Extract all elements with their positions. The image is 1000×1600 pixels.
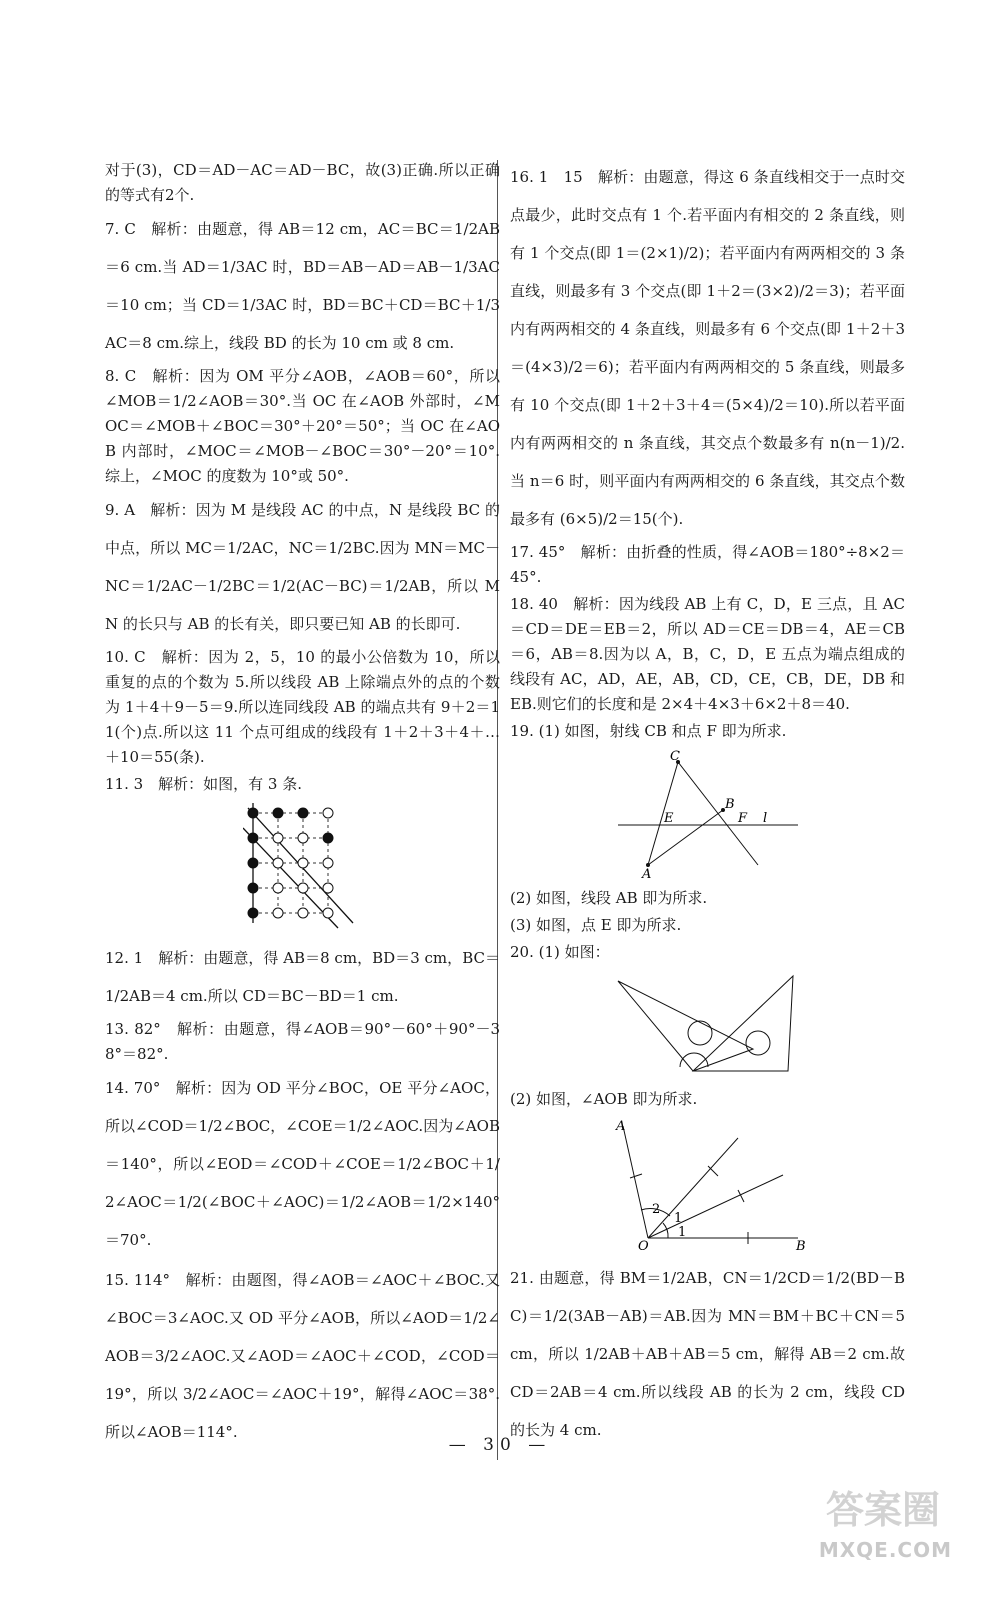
answer-paragraph: 7. C 解析：由题意，得 AB＝12 cm，AC＝BC＝1/2AB＝6 cm.当 AD＝1/3AC 时，BD＝AB－AD＝AB－1/3AC＝10 cm；当 CD＝1/3AC 时，BD＝BC＋CD＝BC＋1/3AC＝8 cm.综上，线段 BD 的长为 10 cm 或 8 cm. xyxy=(105,220,500,352)
arc-tick xyxy=(630,1174,642,1178)
hollow-point xyxy=(323,883,333,893)
bisector-ray xyxy=(648,1175,783,1238)
watermark-logo-text: 答案圈 xyxy=(825,1488,940,1532)
solid-point xyxy=(323,833,333,843)
hollow-point xyxy=(273,833,283,843)
answer-paragraph: 14. 70° 解析：因为 OD 平分∠BOC，OE 平分∠AOC，所以∠COD＝1/2∠BOC，∠COE＝1/2∠AOC.因为∠AOB＝140°，所以∠EOD＝∠COD＋∠COE＝1/2∠BOC＋1/2∠AOC＝1/2(∠BOC＋∠AOC)＝1/2∠AOB＝1/2×140°＝70°. xyxy=(105,1079,500,1249)
figure-triangle-rulers xyxy=(608,971,808,1081)
hollow-point xyxy=(298,833,308,843)
answer-paragraph: 18. 40 解析：因为线段 AB 上有 C，D，E 三点，且 AC＝CD＝DE＝EB＝2，所以 AD＝CE＝DB＝4，AE＝CB＝6，AB＝8.因为以 A，B，C，D，E 五点为端点组成的线段有 AC，AD，AE，AB，CD，CE，CB，DE，DB 和 EB.则它们的长度和是 2×4＋4×3＋6×2＋8＝40. xyxy=(510,595,905,713)
page-number: — 30 — xyxy=(448,1435,552,1455)
answer-paragraph: 10. C 解析：因为 2，5，10 的最小公倍数为 10，所以重复的点的个数为 5.所以线段 AB 上除端点外的点的个数为 1＋4＋9－5＝9.所以连同线段 AB 的端点共有 9＋2＝11(个)点.所以这 11 个点可组成的线段有 1＋2＋3＋4＋…＋10＝55(条). xyxy=(105,648,500,766)
solid-point xyxy=(273,808,283,818)
answer-paragraph: 21. 由题意，得 BM＝1/2AB，CN＝1/2CD＝1/2(BD－BC)＝1/2(3AB－AB)＝AB.因为 MN＝BM＋BC＋CN＝5 cm，所以 1/2AB＋AB＋AB＝5 cm，解得 AB＝2 cm.故 CD＝2AB＝4 cm.所以线段 AB 的长为 2 cm，线段 CD 的长为 4 cm. xyxy=(510,1269,905,1439)
label-angle-1: 1 xyxy=(673,1211,682,1226)
answer-paragraph: 15. 114° 解析：由题图，得∠AOB＝∠AOC＋∠BOC.又∠BOC＝3∠AOC.又 OD 平分∠AOB，所以∠AOD＝1/2∠AOB＝3/2∠AOC.又∠AOD＝∠AOC＋∠COD，∠COD＝19°，所以 3/2∠AOC＝∠AOC＋19°，解得∠AOC＝38°.所以∠AOB＝114°. xyxy=(105,1271,500,1441)
answer-paragraph: 8. C 解析：因为 OM 平分∠AOB，∠AOB＝60°，所以∠MOB＝1/2∠AOB＝30°.当 OC 在∠AOB 外部时，∠MOC＝∠MOB＋∠BOC＝30°＋20°＝50°；当 OC 在∠AOB 内部时，∠MOC＝∠MOB－∠BOC＝30°－20°＝10°.综上，∠MOC 的度数为 10°或 50°. xyxy=(105,367,500,485)
answer-paragraph: 11. 3 解析：如图，有 3 条. xyxy=(105,775,303,793)
hollow-point xyxy=(273,908,283,918)
solid-point xyxy=(248,833,258,843)
answer-paragraph: (2) 如图，线段 AB 即为所求. xyxy=(510,889,708,907)
label-a: A xyxy=(615,1119,625,1134)
watermark-site-text: MXQE.COM xyxy=(818,1538,952,1562)
label-a: A xyxy=(641,867,651,880)
label-f: F xyxy=(737,811,747,826)
hollow-point xyxy=(323,808,333,818)
hollow-point xyxy=(298,883,308,893)
right-column xyxy=(510,158,905,1451)
bisector-ray xyxy=(648,1138,738,1238)
ray-oa xyxy=(623,1126,648,1238)
solid-point xyxy=(298,808,308,818)
segment-ca xyxy=(648,762,678,865)
triangle-ruler-left xyxy=(618,981,753,1071)
answer-paragraph: (2) 如图，∠AOB 即为所求. xyxy=(510,1090,698,1108)
arc-tick xyxy=(708,1166,718,1176)
segment-ab xyxy=(648,810,723,865)
label-angle-2: 2 xyxy=(651,1202,660,1217)
figure-angle-construction xyxy=(608,1118,808,1253)
ruler-hole xyxy=(688,1021,712,1045)
label-angle-1b: 1 xyxy=(677,1225,686,1240)
label-b: B xyxy=(724,797,735,812)
hollow-point xyxy=(323,858,333,868)
hollow-point xyxy=(273,858,283,868)
answer-paragraph: 19. (1) 如图，射线 CB 和点 F 即为所求. xyxy=(510,722,787,740)
figure-ray-line xyxy=(608,750,808,880)
solid-point xyxy=(248,858,258,868)
watermark-logo xyxy=(760,1490,980,1580)
answer-paragraph: (3) 如图，点 E 即为所求. xyxy=(510,916,682,934)
label-o: O xyxy=(637,1239,649,1253)
answer-paragraph: 20. (1) 如图： xyxy=(510,943,610,961)
figure-grid-points xyxy=(243,803,363,933)
label-e: E xyxy=(663,811,673,826)
hollow-point xyxy=(273,883,283,893)
answer-paragraph: 对于(3)，CD＝AD－AC＝AD－BC，故(3)正确.所以正确的等式有2个. xyxy=(105,161,500,204)
answer-paragraph: 13. 82° 解析：由题意，得∠AOB＝90°－60°＋90°－38°＝82°. xyxy=(105,1020,500,1063)
ruler-hole xyxy=(746,1031,770,1055)
hollow-point xyxy=(323,908,333,918)
hollow-point xyxy=(298,858,308,868)
answer-paragraph: 9. A 解析：因为 M 是线段 AC 的中点，N 是线段 BC 的中点，所以 MC＝1/2AC，NC＝1/2BC.因为 MN＝MC－NC＝1/2AC－1/2BC＝1/2(AC－BC)＝1/2AB，所以 MN 的长只与 AB 的长有关，即只要已知 AB 的长即可. xyxy=(105,501,500,633)
solid-point xyxy=(248,883,258,893)
solid-point xyxy=(248,808,258,818)
label-c: C xyxy=(669,750,680,764)
label-l: l xyxy=(762,811,767,826)
solid-point xyxy=(248,908,258,918)
answer-paragraph: 12. 1 解析：由题意，得 AB＝8 cm，BD＝3 cm，BC＝1/2AB＝4 cm.所以 CD＝BC－BD＝1 cm. xyxy=(105,949,500,1005)
left-column xyxy=(105,158,500,1453)
answer-paragraph: 17. 45° 解析：由折叠的性质，得∠AOB＝180°÷8×2＝45°. xyxy=(510,543,905,586)
label-b: B xyxy=(795,1239,806,1253)
answer-paragraph: 16. 1 15 解析：由题意，得这 6 条直线相交于一点时交点最少，此时交点有 1 个.若平面内有相交的 2 条直线，则有 1 个交点(即 1＝(2×1)/2)；若平面内有两两相交的 3 条直线，则最多有 3 个交点(即 1＋2＝(3×2)/2＝3)；若平面内有两两相交的 4 条直线，则最多有 6 个交点(即 1＋2＋3＝(4×3)/2＝6)；若平面内有两两相交的 5 条直线，则最多有 10 个交点(即 1＋2＋3＋4＝(5×4)/2＝10).所以若平面内有两两相交的 n 条直线，其交点个数最多有 n(n－1)/2.当 n＝6 时，则平面内有两两相交的 6 条直线，其交点个数最多有 (6×5)/2＝15(个). xyxy=(510,168,905,528)
hollow-point xyxy=(298,908,308,918)
